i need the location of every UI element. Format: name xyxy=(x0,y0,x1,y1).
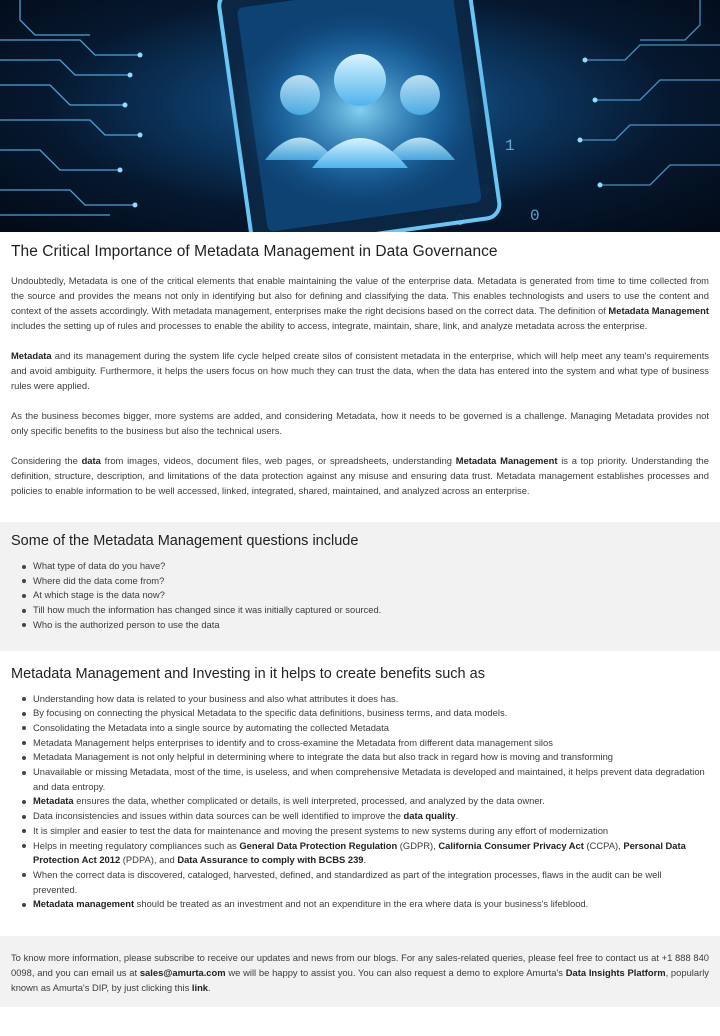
questions-section xyxy=(0,522,720,651)
list-item: Helps in meeting regulatory compliances such as General Data Protection Regulation (GDPR), California Consumer Privacy Act (CCPA), Personal Data Protection Act 2012 (PDPA), and Data Assurance to comply with BCBS 239. xyxy=(21,839,709,868)
list-item: Metadata Management is not only helpful in determining where to integrate the data but also track in regard how is moving and transforming xyxy=(21,750,709,765)
list-item: Who is the authorized person to use the data xyxy=(21,618,709,633)
list-item: Metadata management should be treated as an investment and not an expenditure in the era where data is your business's lifeblood. xyxy=(21,897,709,912)
list-item: At which stage is the data now? xyxy=(21,588,709,603)
benefits-section xyxy=(0,651,720,929)
paragraph-1: Undoubtedly, Metadata is one of the critical elements that enable maintaining the value of the enterprise data. Metadata is generated from time to time collected from the source and provides the means not only in identifying but also for defining and classifying the data. This enables technologists and users to use the content and context of the assets accordingly. With metadata management, enterprises make the right decisions based on the correct data. The definition of Metadata Management includes the setting up of rules and processes to enable the ability to access, integrate, maintain, share, link, and analyze metadata across the enterprise. xyxy=(11,275,709,331)
list-item: Till how much the information has changed since it was initially captured or sourced. xyxy=(21,603,709,618)
paragraph-4: Considering the data from images, videos, document files, web pages, or spreadsheets, understanding Metadata Management is a top priority. Understanding the definition, structure, description, and limitations of the data protection against any misuse and ensuring data trust. Metadata management establishes processes and policies to enable information to be well accessed, linked, integrated, shared, maintained, and analyzed across an enterprise. xyxy=(11,455,709,496)
list-item: When the correct data is discovered, cataloged, harvested, defined, and standardized as part of the integration processes, flaws in the audit can be well prevented. xyxy=(21,868,709,897)
questions-list xyxy=(21,559,709,633)
list-item: Unavailable or missing Metadata, most of the time, is useless, and when comprehensive Metadata is developed and maintained, it helps prevent data degradation and data entropy. xyxy=(21,765,709,794)
list-item: By focusing on connecting the physical Metadata to the specific data definitions, business terms, and data models. xyxy=(21,706,709,721)
article-section xyxy=(0,232,720,522)
hero-illustration xyxy=(0,0,720,232)
list-item: Metadata ensures the data, whether complicated or details, is well interpreted, processed, and analyzed by the data owner. xyxy=(21,794,709,809)
benefits-list xyxy=(21,692,709,913)
paragraph-2: Metadata and its management during the system life cycle helped create silos of consistent metadata in the enterprise, which will help meet any team's requirements and avoid ambiguity. Furthermore, it helps the users focus on how much they can trust the data, when the data has entered into the system and what type of business rules were applied. xyxy=(11,350,709,391)
list-item: Metadata Management helps enterprises to identify and to cross-examine the Metadata from different data management silos xyxy=(21,736,709,751)
article-title: The Critical Importance of Metadata Management in Data Governance xyxy=(11,243,498,260)
list-item: Consolidating the Metadata into a single source by automating the collected Metadata xyxy=(21,721,709,736)
footer-text: To know more information, please subscribe to receive our updates and news from our blogs. For any sales-related queries, please feel free to contact us at +1 888 840 0098, and you can email us at sales@amurta.com we will be happy to assist you. You can also request a demo to explore Amurta's Data Insights Platform, popularly known as Amurta's DIP, by just clicking this link. xyxy=(11,952,709,994)
list-item: Where did the data come from? xyxy=(21,574,709,589)
benefits-title: Metadata Management and Investing in it helps to create benefits such as xyxy=(11,665,485,682)
hero-banner xyxy=(0,0,720,232)
svg-text:1: 1 xyxy=(505,137,515,155)
paragraph-3: As the business becomes bigger, more systems are added, and considering Metadata, how it needs to be governed is a challenge. Managing Metadata provides not only specific benefits to the business but also the technical users. xyxy=(11,410,709,436)
demo-link[interactable]: link xyxy=(191,982,209,994)
list-item: Understanding how data is related to your business and also what attributes it does has. xyxy=(21,692,709,707)
list-item: What type of data do you have? xyxy=(21,559,709,574)
product-link[interactable]: Data Insights Platform xyxy=(565,967,666,979)
questions-title: Some of the Metadata Management questions include xyxy=(11,533,359,549)
list-item: Data inconsistencies and issues within data sources can be well identified to improve the data quality. xyxy=(21,809,709,824)
svg-text:0: 0 xyxy=(530,207,540,225)
email-link[interactable]: sales@amurta.com xyxy=(139,967,226,979)
footer-section xyxy=(0,928,720,1007)
list-item: It is simpler and easier to test the data for maintenance and moving the present systems to new systems during any effort of modernization xyxy=(21,824,709,839)
